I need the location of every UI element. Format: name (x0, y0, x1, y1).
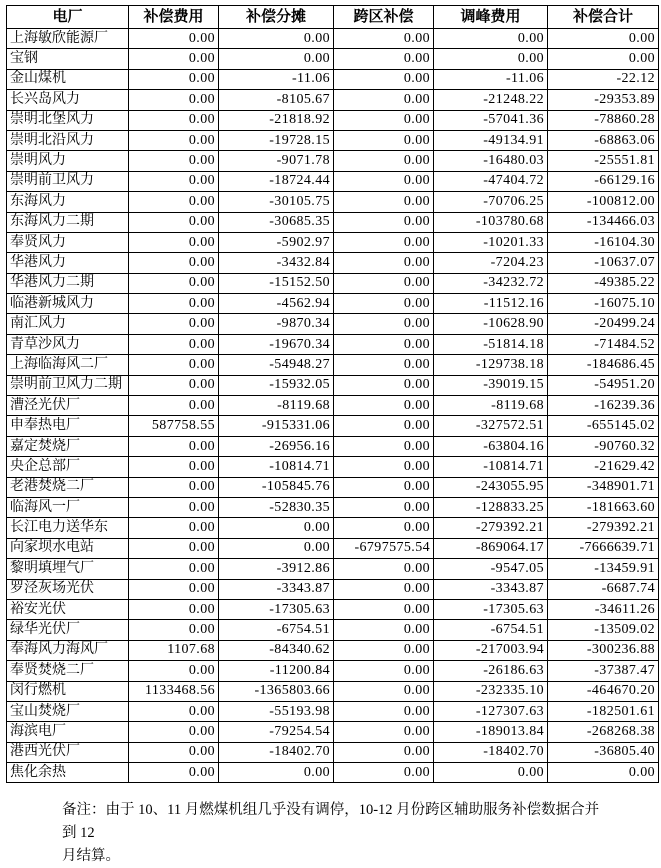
value-cell: -8119.68 (219, 396, 334, 416)
plant-name-cell: 奉贤风力 (7, 232, 129, 252)
table-row (7, 192, 659, 212)
plant-name-cell: 崇明风力 (7, 151, 129, 171)
value-cell: 0.00 (334, 579, 434, 599)
value-cell: -36805.40 (548, 742, 659, 762)
value-cell: 0.00 (548, 763, 659, 783)
value-cell: -57041.36 (434, 110, 548, 130)
value-cell: 0.00 (334, 192, 434, 212)
value-cell: -16104.30 (548, 232, 659, 252)
value-cell: 0.00 (334, 151, 434, 171)
plant-name-cell: 上海临海风二厂 (7, 355, 129, 375)
value-cell: 587758.55 (129, 416, 219, 436)
table-row (7, 273, 659, 293)
footnote (62, 799, 607, 868)
table-row (7, 212, 659, 232)
value-cell: -51814.18 (434, 334, 548, 354)
value-cell: -54951.20 (548, 375, 659, 395)
value-cell: -19728.15 (219, 130, 334, 150)
value-cell: 0.00 (219, 49, 334, 69)
value-cell: 0.00 (129, 151, 219, 171)
table-row (7, 497, 659, 517)
value-cell: -71484.52 (548, 334, 659, 354)
value-cell: -55193.98 (219, 701, 334, 721)
value-cell: -10814.71 (219, 457, 334, 477)
value-cell: -30105.75 (219, 192, 334, 212)
value-cell: 0.00 (334, 701, 434, 721)
value-cell: -18724.44 (219, 171, 334, 191)
value-cell: -66129.16 (548, 171, 659, 191)
value-cell: -100812.00 (548, 192, 659, 212)
value-cell: 0.00 (548, 29, 659, 49)
plant-name-cell: 青草沙风力 (7, 334, 129, 354)
value-cell: 0.00 (129, 273, 219, 293)
value-cell: -16239.36 (548, 396, 659, 416)
value-cell: 0.00 (334, 620, 434, 640)
value-cell: 0.00 (129, 29, 219, 49)
value-cell: -49134.91 (434, 130, 548, 150)
plant-name-cell: 临港新城风力 (7, 294, 129, 314)
value-cell: -17305.63 (219, 599, 334, 619)
value-cell: -7204.23 (434, 253, 548, 273)
value-cell: 0.00 (334, 273, 434, 293)
plant-name-cell: 奉海风力海风厂 (7, 640, 129, 660)
value-cell: 0.00 (129, 661, 219, 681)
value-cell: 0.00 (129, 69, 219, 89)
value-cell: 0.00 (129, 90, 219, 110)
value-cell: 0.00 (434, 29, 548, 49)
value-cell: -464670.20 (548, 681, 659, 701)
compensation-table (6, 5, 659, 783)
value-cell: 0.00 (334, 722, 434, 742)
value-cell: 0.00 (129, 232, 219, 252)
value-cell: -21248.22 (434, 90, 548, 110)
value-cell: -7666639.71 (548, 538, 659, 558)
plant-name-cell: 华港风力 (7, 253, 129, 273)
value-cell: 0.00 (129, 49, 219, 69)
value-cell: 0.00 (334, 681, 434, 701)
value-cell: 0.00 (334, 253, 434, 273)
value-cell: -268268.38 (548, 722, 659, 742)
value-cell: -10628.90 (434, 314, 548, 334)
value-cell: -9547.05 (434, 559, 548, 579)
value-cell: -655145.02 (548, 416, 659, 436)
value-cell: 0.00 (334, 599, 434, 619)
column-header-plant: 电厂 (7, 6, 129, 29)
value-cell: -184686.45 (548, 355, 659, 375)
value-cell: 1107.68 (129, 640, 219, 660)
table-row (7, 314, 659, 334)
value-cell: -129738.18 (434, 355, 548, 375)
value-cell: 0.00 (334, 396, 434, 416)
table-row (7, 49, 659, 69)
value-cell: -10814.71 (434, 457, 548, 477)
plant-name-cell: 嘉定焚烧厂 (7, 436, 129, 456)
value-cell: 0.00 (129, 436, 219, 456)
table-row (7, 151, 659, 171)
plant-name-cell: 金山煤机 (7, 69, 129, 89)
plant-name-cell: 临海风一厂 (7, 497, 129, 517)
value-cell: -29353.89 (548, 90, 659, 110)
value-cell: 0.00 (129, 701, 219, 721)
value-cell: -34232.72 (434, 273, 548, 293)
value-cell: 0.00 (334, 110, 434, 130)
table-row (7, 477, 659, 497)
value-cell: -3343.87 (219, 579, 334, 599)
value-cell: -6754.51 (434, 620, 548, 640)
plant-name-cell: 宝钢 (7, 49, 129, 69)
value-cell: 0.00 (334, 477, 434, 497)
value-cell: -217003.94 (434, 640, 548, 660)
value-cell: -300236.88 (548, 640, 659, 660)
value-cell: -13459.91 (548, 559, 659, 579)
value-cell: 0.00 (129, 559, 219, 579)
table-row (7, 130, 659, 150)
value-cell: 0.00 (334, 334, 434, 354)
table-row (7, 69, 659, 89)
value-cell: 0.00 (434, 49, 548, 69)
value-cell: 0.00 (334, 416, 434, 436)
value-cell: -134466.03 (548, 212, 659, 232)
plant-name-cell: 焦化余热 (7, 763, 129, 783)
value-cell: 0.00 (129, 620, 219, 640)
value-cell: 0.00 (334, 294, 434, 314)
value-cell: 0.00 (129, 497, 219, 517)
plant-name-cell: 南汇风力 (7, 314, 129, 334)
table-row (7, 110, 659, 130)
plant-name-cell: 东海风力二期 (7, 212, 129, 232)
value-cell: 0.00 (219, 538, 334, 558)
value-cell: 0.00 (129, 212, 219, 232)
value-cell: -90760.32 (548, 436, 659, 456)
plant-name-cell: 崇明前卫风力二期 (7, 375, 129, 395)
value-cell: -34611.26 (548, 599, 659, 619)
value-cell: 0.00 (219, 763, 334, 783)
value-cell: -25551.81 (548, 151, 659, 171)
value-cell: -20499.24 (548, 314, 659, 334)
column-header-peak-fee: 调峰费用 (434, 6, 548, 29)
value-cell: 0.00 (334, 314, 434, 334)
table-row (7, 681, 659, 701)
value-cell: -30685.35 (219, 212, 334, 232)
value-cell: -19670.34 (219, 334, 334, 354)
plant-name-cell: 崇明前卫风力 (7, 171, 129, 191)
plant-name-cell: 东海风力 (7, 192, 129, 212)
value-cell: -103780.68 (434, 212, 548, 232)
value-cell: 0.00 (334, 29, 434, 49)
table-row (7, 742, 659, 762)
value-cell: 0.00 (334, 49, 434, 69)
value-cell: -17305.63 (434, 599, 548, 619)
value-cell: -16480.03 (434, 151, 548, 171)
value-cell: -52830.35 (219, 497, 334, 517)
value-cell: -189013.84 (434, 722, 548, 742)
value-cell: 0.00 (129, 110, 219, 130)
value-cell: 0.00 (129, 579, 219, 599)
value-cell: 0.00 (334, 559, 434, 579)
value-cell: -79254.54 (219, 722, 334, 742)
value-cell: 0.00 (334, 90, 434, 110)
value-cell: -37387.47 (548, 661, 659, 681)
value-cell: 0.00 (129, 130, 219, 150)
table-row (7, 396, 659, 416)
value-cell: -3912.86 (219, 559, 334, 579)
column-header-comp-fee: 补偿费用 (129, 6, 219, 29)
value-cell: -39019.15 (434, 375, 548, 395)
table-row (7, 763, 659, 783)
value-cell: -22.12 (548, 69, 659, 89)
value-cell: -11.06 (434, 69, 548, 89)
value-cell: 0.00 (219, 518, 334, 538)
value-cell: -11200.84 (219, 661, 334, 681)
value-cell: 0.00 (334, 212, 434, 232)
plant-name-cell: 申奉热电厂 (7, 416, 129, 436)
value-cell: 0.00 (129, 538, 219, 558)
table-row (7, 232, 659, 252)
table-row (7, 355, 659, 375)
column-header-comp-total: 补偿合计 (548, 6, 659, 29)
value-cell: 0.00 (129, 192, 219, 212)
table-row (7, 253, 659, 273)
value-cell: -78860.28 (548, 110, 659, 130)
value-cell: 0.00 (129, 375, 219, 395)
table-row (7, 375, 659, 395)
table-row (7, 661, 659, 681)
value-cell: -15932.05 (219, 375, 334, 395)
value-cell: -182501.61 (548, 701, 659, 721)
value-cell: 0.00 (548, 49, 659, 69)
value-cell: 0.00 (219, 29, 334, 49)
value-cell: 0.00 (129, 518, 219, 538)
column-header-comp-share: 补偿分摊 (219, 6, 334, 29)
value-cell: 1133468.56 (129, 681, 219, 701)
value-cell: -26186.63 (434, 661, 548, 681)
table-row (7, 334, 659, 354)
value-cell: -26956.16 (219, 436, 334, 456)
table-row (7, 640, 659, 660)
value-cell: -70706.25 (434, 192, 548, 212)
value-cell: -4562.94 (219, 294, 334, 314)
plant-name-cell: 央企总部厂 (7, 457, 129, 477)
value-cell: -3432.84 (219, 253, 334, 273)
value-cell: -49385.22 (548, 273, 659, 293)
table-row (7, 599, 659, 619)
value-cell: 0.00 (334, 742, 434, 762)
value-cell: 0.00 (334, 232, 434, 252)
plant-name-cell: 奉贤焚烧二厂 (7, 661, 129, 681)
plant-name-cell: 长江电力送华东 (7, 518, 129, 538)
plant-name-cell: 宝山焚烧厂 (7, 701, 129, 721)
value-cell: 0.00 (334, 518, 434, 538)
value-cell: 0.00 (129, 722, 219, 742)
plant-name-cell: 港西光伏厂 (7, 742, 129, 762)
value-cell: -16075.10 (548, 294, 659, 314)
value-cell: 0.00 (434, 763, 548, 783)
value-cell: -327572.51 (434, 416, 548, 436)
value-cell: -8105.67 (219, 90, 334, 110)
value-cell: 0.00 (334, 355, 434, 375)
value-cell: -9870.34 (219, 314, 334, 334)
table-row (7, 90, 659, 110)
value-cell: -128833.25 (434, 497, 548, 517)
value-cell: 0.00 (129, 763, 219, 783)
table-row (7, 559, 659, 579)
value-cell: -3343.87 (434, 579, 548, 599)
value-cell: -279392.21 (548, 518, 659, 538)
value-cell: -21818.92 (219, 110, 334, 130)
value-cell: -279392.21 (434, 518, 548, 538)
value-cell: -11.06 (219, 69, 334, 89)
table-row (7, 457, 659, 477)
value-cell: -15152.50 (219, 273, 334, 293)
table-row (7, 171, 659, 191)
value-cell: 0.00 (334, 130, 434, 150)
value-cell: -232335.10 (434, 681, 548, 701)
value-cell: -11512.16 (434, 294, 548, 314)
value-cell: -6687.74 (548, 579, 659, 599)
plant-name-cell: 向家坝水电站 (7, 538, 129, 558)
value-cell: -10201.33 (434, 232, 548, 252)
value-cell: -10637.07 (548, 253, 659, 273)
footnote-line: 备注：由于 10、11 月燃煤机组几乎没有调停，10-12 月份跨区辅助服务补偿数据合并到 12 (62, 802, 600, 841)
value-cell: -63804.16 (434, 436, 548, 456)
value-cell: 0.00 (129, 477, 219, 497)
value-cell: -869064.17 (434, 538, 548, 558)
plant-name-cell: 海滨电厂 (7, 722, 129, 742)
value-cell: 0.00 (129, 334, 219, 354)
plant-name-cell: 黎明填埋气厂 (7, 559, 129, 579)
value-cell: -6797575.54 (334, 538, 434, 558)
value-cell: 0.00 (334, 457, 434, 477)
plant-name-cell: 崇明北沿风力 (7, 130, 129, 150)
value-cell: -21629.42 (548, 457, 659, 477)
value-cell: 0.00 (129, 171, 219, 191)
value-cell: -181663.60 (548, 497, 659, 517)
plant-name-cell: 闵行燃机 (7, 681, 129, 701)
value-cell: -127307.63 (434, 701, 548, 721)
table-row (7, 294, 659, 314)
value-cell: -13509.02 (548, 620, 659, 640)
value-cell: -18402.70 (219, 742, 334, 762)
value-cell: -6754.51 (219, 620, 334, 640)
value-cell: 0.00 (334, 497, 434, 517)
table-row (7, 620, 659, 640)
plant-name-cell: 漕泾光伏厂 (7, 396, 129, 416)
value-cell: 0.00 (334, 640, 434, 660)
plant-name-cell: 裕安光伏 (7, 599, 129, 619)
plant-name-cell: 华港风力二期 (7, 273, 129, 293)
value-cell: -54948.27 (219, 355, 334, 375)
value-cell: -1365803.66 (219, 681, 334, 701)
table-row (7, 436, 659, 456)
value-cell: 0.00 (334, 171, 434, 191)
value-cell: -105845.76 (219, 477, 334, 497)
value-cell: -5902.97 (219, 232, 334, 252)
value-cell: -243055.95 (434, 477, 548, 497)
table-row (7, 518, 659, 538)
value-cell: 0.00 (129, 457, 219, 477)
value-cell: 0.00 (129, 355, 219, 375)
table-header-row (7, 6, 659, 29)
value-cell: -68863.06 (548, 130, 659, 150)
plant-name-cell: 长兴岛风力 (7, 90, 129, 110)
value-cell: 0.00 (129, 253, 219, 273)
value-cell: 0.00 (334, 763, 434, 783)
plant-name-cell: 上海敏欣能源厂 (7, 29, 129, 49)
value-cell: 0.00 (129, 742, 219, 762)
value-cell: -9071.78 (219, 151, 334, 171)
value-cell: -8119.68 (434, 396, 548, 416)
table-row (7, 579, 659, 599)
table-row (7, 538, 659, 558)
value-cell: 0.00 (334, 375, 434, 395)
value-cell: 0.00 (334, 436, 434, 456)
value-cell: -84340.62 (219, 640, 334, 660)
plant-name-cell: 罗泾灰场光伏 (7, 579, 129, 599)
value-cell: 0.00 (129, 396, 219, 416)
table-row (7, 701, 659, 721)
value-cell: 0.00 (334, 661, 434, 681)
plant-name-cell: 绿华光伏厂 (7, 620, 129, 640)
table-body (7, 29, 659, 783)
value-cell: 0.00 (334, 69, 434, 89)
footnote-line: 月结算。 (62, 848, 120, 864)
column-header-cross-region: 跨区补偿 (334, 6, 434, 29)
table-row (7, 722, 659, 742)
value-cell: 0.00 (129, 599, 219, 619)
table-row (7, 29, 659, 49)
plant-name-cell: 崇明北堡风力 (7, 110, 129, 130)
value-cell: -47404.72 (434, 171, 548, 191)
table-row (7, 416, 659, 436)
value-cell: 0.00 (129, 314, 219, 334)
value-cell: -915331.06 (219, 416, 334, 436)
plant-name-cell: 老港焚烧二厂 (7, 477, 129, 497)
value-cell: 0.00 (129, 294, 219, 314)
value-cell: -18402.70 (434, 742, 548, 762)
value-cell: -348901.71 (548, 477, 659, 497)
